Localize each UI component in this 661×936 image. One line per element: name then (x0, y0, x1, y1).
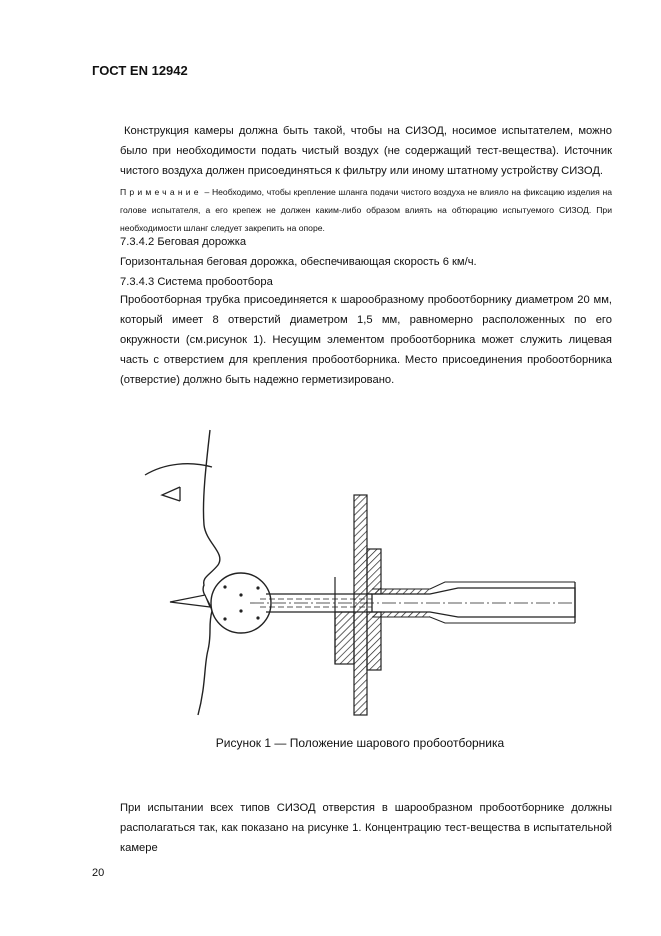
probe-hole (256, 586, 259, 589)
mounting-plate (354, 495, 367, 715)
section-heading-sampling: 7.3.4.3 Система пробоотбора (120, 276, 273, 288)
eyebrow (145, 464, 212, 475)
nut-upper (367, 549, 381, 594)
lip-tip (170, 595, 210, 607)
document-header: ГОСТ EN 12942 (92, 63, 188, 78)
eye (162, 487, 180, 501)
paragraph-treadmill: Горизонтальная беговая дорожка, обеспечивающая скорость 6 км/ч. (120, 256, 477, 268)
paragraph-air-supply: Конструкция камеры должна быть такой, чтобы на СИЗОД, носимое испытателем, можно было при необходимости подать чистый воздух (не содержащий тест-вещества). Источник чистого воздуха должен присоединяться к фильтру или иному штатному устройству СИЗОД. (120, 125, 612, 177)
coupling-wall (372, 617, 575, 623)
face-profile (198, 430, 220, 715)
note-label: Примечание (120, 187, 202, 197)
figure-caption: Рисунок 1 — Положение шарового пробоотборника (215, 736, 505, 750)
probe-hole (256, 616, 259, 619)
page-number: 20 (92, 867, 105, 879)
probe-hole (223, 585, 226, 588)
coupling-hatch (372, 612, 430, 617)
paragraph-sampling: Пробоотборная трубка присоединяется к шарообразному пробоотборнику диаметром 20 мм, который имеет 8 отверстий диаметром 1,5 мм, равномерно расположенных по его окружности (см.рисунок 1). Несущим элементом пробоотборника может служить лицевая часть с отверстием для крепления пробоотборника. Место присоединения пробоотборника (отверстие) должно быть надежно герметизировано. (120, 294, 612, 386)
nut-lower (367, 612, 381, 670)
coupling-hatch (372, 589, 430, 594)
flange (335, 612, 354, 664)
paragraph-test-positioning: При испытании всех типов СИЗОД отверстия в шарообразном пробоотборнике должны располагаться так, как показано на рисунке 1. Концентрацию тест-вещества в испытательной камере (120, 802, 612, 854)
probe-hole (239, 609, 242, 612)
note-block (120, 183, 612, 237)
probe-hole (223, 617, 226, 620)
probe-hole (239, 593, 242, 596)
note-text: – Необходимо, чтобы крепление шланга подачи чистого воздуха не влияло на фиксацию изделия на голове испытателя, а его крепеж не должен каким-либо образом влиять на обтюрацию испытуемого СИЗОД. При необходимости шланг следует закрепить на опоре. (120, 187, 612, 233)
probe-diagram (140, 425, 580, 725)
section-heading-treadmill: 7.3.4.2 Беговая дорожка (120, 236, 247, 248)
